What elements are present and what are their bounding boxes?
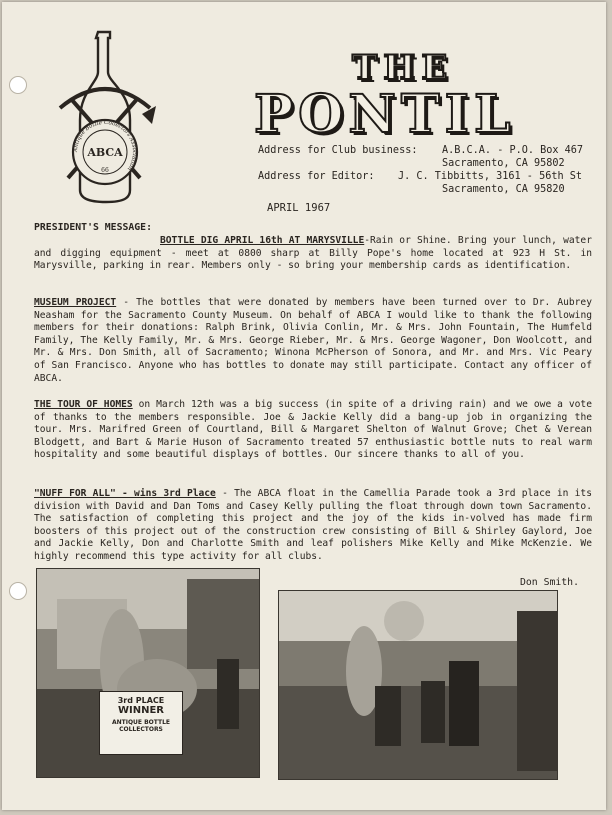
masthead-title: PONTIL [254,84,516,145]
masthead-the: THE [352,48,454,88]
sign-line2: WINNER [117,705,165,716]
club-address-label: Address for Club business: [258,145,418,156]
sign-line3: ANTIQUE BOTTLE [111,719,171,726]
museum-text: - The bottles that were donated by members have been turned over to Dr. Aubrey Neasham for the Sacramento County Museum. On behalf of ABCA I would like to thank the following members for their donations: Ralph Brink, Olivia Conlin, Mr. & Mrs. John Fountain, The Humfeld Family, The Kelly Family, Mr. & Mrs. George Rieber, Mr. & Mrs. George Wagoner, Don Woolcott, and Mr. & Mrs. Don Smith, all of Sacramento; Winona McPherson of Sonora, and Mr. and Mrs. Vic Peary of San Francisco. Anyone who has bottles to donate may still participate. Contact any officer of ABCA. [34,297,592,384]
nuff-lead: "NUFF FOR ALL" - wins 3rd Place [34,488,216,499]
bottle-dig-text: -Rain or Shine. Bring your lunch, water and digging equipment - meet at 0800 sharp at Billy Pope's home located at 923 H St. in Marysville, parking in rear. Members only - so bring your membership cards as identification. [34,235,592,272]
binder-hole-bottom [9,582,27,600]
newsletter-page [2,2,606,810]
signature: Don Smith. [520,577,579,588]
editor-address-line1: J. C. Tibbitts, 3161 - 56th St [398,171,583,182]
club-address-line1: A.B.C.A. - P.O. Box 467 [442,145,584,156]
museum-lead: MUSEUM PROJECT [34,297,117,308]
tour-text: on March 12th was a big success (in spite of a driving rain) and we owe a vote of thanks to the members responsible. Joe & Jackie Kelly did a bang-up job in organizing the tour. Mrs. Marifred Green of Courtland, Bill & Margaret Shelton of Walnut Grove; Chet & Verean Blodgett, and Bart & Marie Huson of Sacramento treated 57 enthusiastic bottle nuts to real warm hospitality and some beautiful displays of bottles. Our sincere thanks to all of you. [34,399,592,461]
issue-date: APRIL 1967 [267,202,331,214]
club-address-line2: Sacramento, CA 95802 [442,158,565,169]
sign-line4: COLLECTORS [119,726,163,733]
nuff-text: - The ABCA float in the Camellia Parade took a 3rd place in its division with David and Dan Toms and Casey Kelly pulling the float through down town Sacramento. The satisfaction of completing this project and the joy of the kids in-volved has made firm boosters of this project out of the construction crew consisting of Bill & Shirley Gaylord, Joe and Jackie Kelly, Don and Charlotte Smith and leaf polishers Mike Kelly and Mike McKenzie. We highly recommend this type activity for all clubs. [34,488,592,562]
binder-hole-top [9,76,27,94]
abca-logo [50,28,160,208]
kids-float-photo [278,590,558,780]
logo-abbr: ABCA [87,146,123,159]
nuff-paragraph [34,488,592,564]
editor-address-line2: Sacramento, CA 95820 [442,184,565,195]
logo-ring-text: Antique Bottle Collectors Association [72,119,138,172]
parade-float-photo [36,568,260,778]
bottle-dig-lead: BOTTLE DIG APRIL 16th AT MARYSVILLE [160,235,365,246]
president-heading: PRESIDENT'S MESSAGE: [34,222,152,233]
tour-paragraph [34,399,592,462]
museum-paragraph [34,297,592,385]
winner-sign [99,691,183,755]
logo-year: 66 [101,167,109,174]
tour-lead: THE TOUR OF HOMES [34,399,133,410]
sign-line1: 3rd PLACE [117,696,165,705]
president-paragraph [34,235,592,273]
editor-address-label: Address for Editor: [258,171,375,182]
